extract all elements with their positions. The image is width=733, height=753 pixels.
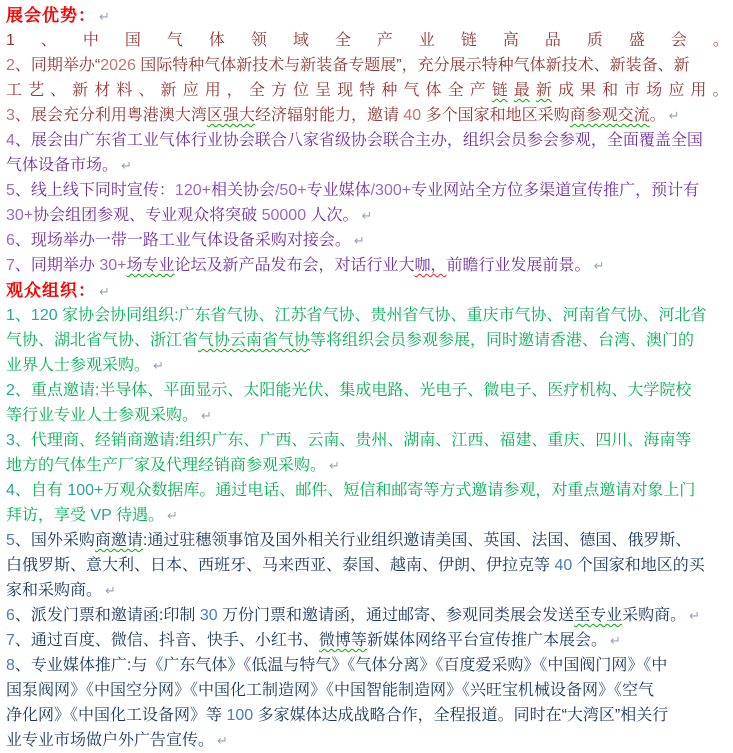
text-segment: 家和采购商。 xyxy=(6,582,103,599)
text-char: 产 xyxy=(376,32,393,49)
text-char: 位 xyxy=(293,82,310,99)
text-line xyxy=(6,603,729,628)
text-segment: 多个国家和地区采购 xyxy=(421,107,570,124)
text-char: 特 xyxy=(359,82,376,99)
latin-number-text: 5 xyxy=(6,532,15,549)
text-line xyxy=(6,378,729,403)
text-line xyxy=(6,303,729,328)
text-line xyxy=(6,28,729,53)
text-segment: 、同期举办 xyxy=(14,257,100,274)
paragraph-mark-icon: ↵ xyxy=(217,733,228,748)
text-segment: 区强大 xyxy=(206,107,255,124)
text-line xyxy=(6,278,729,303)
text-char: 全 xyxy=(334,32,351,49)
text-line xyxy=(6,78,729,103)
latin-number-text: 30+ xyxy=(6,207,34,224)
text-char: 用 xyxy=(690,82,707,99)
latin-number-text: VP xyxy=(90,507,112,524)
text-segment: 、展会由广东省工业气体行业协会联合八家省级协会联合主办，组织会员参会参观，全面覆盖全国 xyxy=(14,132,703,149)
latin-number-text: 120+ xyxy=(174,182,211,199)
text-segment: 、展会充分利用粤港澳大湾 xyxy=(14,107,207,124)
text-line xyxy=(6,353,729,378)
text-line xyxy=(6,628,729,653)
text-segment: 、通过百度、微信、抖音、快手、小红书、 xyxy=(14,632,319,649)
text-line xyxy=(6,578,729,603)
text-char: 体 xyxy=(425,82,442,99)
text-segment: 专业网站全方位多渠道宣传推广，预计有 xyxy=(411,182,700,199)
text-char: 、 xyxy=(40,32,57,49)
text-line xyxy=(6,503,729,528)
paragraph-mark-icon: ↵ xyxy=(201,408,212,423)
paragraph-mark-icon: ↵ xyxy=(361,208,373,223)
text-segment: 、国外采购 xyxy=(14,532,95,549)
text-segment: 相关协会 xyxy=(210,182,275,199)
latin-number-text: 3 xyxy=(6,107,15,124)
text-segment: 家协会协同组织:广东省气协、江苏省气协、贵州省气协、重庆市气协、河南省气协、河北省 xyxy=(57,307,707,324)
text-segment: :通过驻穗领事馆及国外相关行业组织邀请美国、英国、法国、德国、俄罗斯、 xyxy=(142,532,692,549)
text-char: 品 xyxy=(544,32,561,49)
text-char: 场 xyxy=(646,82,663,99)
text-segment: 商邀请 xyxy=(94,532,143,549)
text-char: 、 xyxy=(50,82,67,99)
paragraph-mark-icon: ↵ xyxy=(153,358,164,373)
paragraph-mark-icon: ↵ xyxy=(121,158,132,173)
text-char: 域 xyxy=(292,32,309,49)
text-char: 果 xyxy=(580,82,597,99)
text-line xyxy=(6,153,729,178)
text-segment: 、线上线下同时宣传： xyxy=(14,182,175,199)
text-segment: 、现场举办一带一路工业气体设备采购对接会。 xyxy=(14,232,351,249)
text-line xyxy=(6,3,729,28)
text-line xyxy=(6,478,729,503)
text-char: 会 xyxy=(670,32,687,49)
latin-number-text: 7 xyxy=(6,632,15,649)
text-segment: 采购商。 xyxy=(622,607,687,624)
latin-number-text: 6 xyxy=(6,232,15,249)
text-char: 质 xyxy=(586,32,603,49)
text-char: 高 xyxy=(502,32,519,49)
latin-number-text: 40 xyxy=(403,107,422,124)
latin-number-text: 6 xyxy=(6,607,15,624)
paragraph-mark-icon: ↵ xyxy=(593,258,605,273)
text-line xyxy=(6,428,729,453)
text-segment: 业专业市场做户外广告宣传。 xyxy=(6,732,215,749)
latin-number-text: 2 xyxy=(6,57,15,74)
text-char: 国 xyxy=(124,32,141,49)
text-char: 1 xyxy=(6,32,15,49)
text-segment: 咖， xyxy=(414,257,447,274)
text-char: 方 xyxy=(270,82,287,99)
text-segment: 气协云南省气协 xyxy=(198,332,311,349)
text-segment: 、重点邀请:半导体、平面显示、太阳能光伏、集成电路、光电子、微电子、医疗机构、大学院校 xyxy=(14,382,692,399)
text-line xyxy=(6,528,729,553)
text-segment: 万份门票和邀请函，通过邮寄、参观同类展会发送 xyxy=(217,607,575,624)
text-char: 种 xyxy=(381,82,398,99)
text-char: 材 xyxy=(94,82,111,99)
text-segment: 场专业 xyxy=(126,257,175,274)
text-segment: 观众组织： xyxy=(6,281,96,300)
paragraph-mark-icon: ↵ xyxy=(668,108,680,123)
text-segment: 国泵阀网》《中国空分网》《中国化工制造网》《中国智能制造网》《兴旺宝机械设备网》《空气 xyxy=(6,682,655,699)
text-char: 链 xyxy=(460,32,477,49)
text-char: 艺 xyxy=(28,82,45,99)
latin-number-text: /300+ xyxy=(370,182,412,199)
text-segment: 多家媒体达成战略合作，全程报道。同时在“大湾区”相关行 xyxy=(253,707,669,724)
text-char: 和 xyxy=(602,82,619,99)
text-char: 用 xyxy=(204,82,221,99)
text-segment: 、同期举办“ xyxy=(14,57,101,74)
text-char: 工 xyxy=(6,82,23,99)
latin-number-text: 100+ xyxy=(67,482,104,499)
text-line xyxy=(6,728,729,753)
text-char: 链 xyxy=(491,82,508,99)
text-segment: 人次。 xyxy=(306,207,359,224)
text-segment: 拜访，享受 xyxy=(6,507,91,524)
text-segment: 、代理商、经销商邀请:组织广东、广西、云南、贵州、湖南、江西、福建、重庆、四川、海南等 xyxy=(14,432,692,449)
text-segment: 微博等 xyxy=(318,632,367,649)
text-char: 应 xyxy=(668,82,685,99)
text-line xyxy=(6,453,729,478)
text-line xyxy=(6,678,729,703)
latin-number-text: 4 xyxy=(6,132,15,149)
text-segment: 协会组团参观、专业观众将突破 xyxy=(33,207,262,224)
text-line xyxy=(6,178,729,203)
text-char: 应 xyxy=(182,82,199,99)
text-char: 业 xyxy=(418,32,435,49)
paragraph-mark-icon: ↵ xyxy=(689,608,700,623)
text-segment: 前瞻行业发展前景。 xyxy=(446,257,591,274)
paragraph-mark-icon: ↵ xyxy=(166,508,178,523)
latin-number-text: 2 xyxy=(6,382,15,399)
text-segment: 地方的气体生产厂家及代理经销商参观采购。 xyxy=(6,457,327,474)
latin-number-text: 30 xyxy=(199,607,218,624)
text-segment: 。 xyxy=(649,107,666,124)
text-char: 、 xyxy=(138,82,155,99)
text-segment: 经济辐射能力，邀请 xyxy=(254,107,404,124)
text-segment: 、专业媒体推广:与《广东气体》《低温与特气》《气体分离》《百度爱采购》《中国阀门网》《中 xyxy=(14,657,668,674)
text-line xyxy=(6,553,729,578)
paragraph-mark-icon: ↵ xyxy=(105,583,116,598)
text-line xyxy=(6,128,729,153)
text-segment: 展会优势： xyxy=(6,6,96,25)
text-char: 气 xyxy=(166,32,183,49)
text-char: 最 xyxy=(513,82,530,99)
text-segment: 万观众数据库。通过电话、邮件、短信和邮寄等方式邀请参观，对重点邀请对象上门 xyxy=(103,482,696,499)
text-char: 呈 xyxy=(315,82,332,99)
text-char: 市 xyxy=(624,82,641,99)
paragraph-mark-icon: ↵ xyxy=(329,458,340,473)
text-char: 领 xyxy=(250,32,267,49)
text-segment: 业界人士参观采购。 xyxy=(6,357,151,374)
latin-number-text: 120 xyxy=(30,307,58,324)
latin-number-text: 2026 xyxy=(100,57,136,74)
text-line xyxy=(6,703,729,728)
text-line xyxy=(6,403,729,428)
text-segment: 、 xyxy=(14,307,31,324)
text-char: ， xyxy=(226,82,243,99)
text-segment: 气体设备市场。 xyxy=(6,157,119,174)
paragraph-mark-icon: ↵ xyxy=(353,233,365,248)
paragraph-mark-icon: ↵ xyxy=(99,9,111,24)
paragraph-mark-icon: ↵ xyxy=(609,633,621,648)
text-line xyxy=(6,228,729,253)
text-segment: 白俄罗斯、意大利、日本、西班牙、马来西亚、泰国、越南、伊朗、伊拉克等 xyxy=(6,557,555,574)
latin-number-text: 7 xyxy=(6,257,15,274)
text-char: 新 xyxy=(535,82,552,99)
latin-number-text: 5 xyxy=(6,182,15,199)
text-segment: 专业媒体 xyxy=(306,182,371,199)
text-segment: 等将组织会员参观参展，同时邀请香港、台湾、澳门的 xyxy=(310,332,695,349)
text-line xyxy=(6,203,729,228)
text-char: 体 xyxy=(208,32,225,49)
text-segment: 个国家和地区的买 xyxy=(572,557,705,574)
text-char: 新 xyxy=(72,82,89,99)
text-char: 。 xyxy=(712,82,729,99)
latin-number-text: 1 xyxy=(6,307,15,324)
latin-number-text: 40 xyxy=(554,557,573,574)
text-segment: 商参观交流 xyxy=(569,107,650,124)
latin-number-text: 8 xyxy=(6,657,15,674)
text-char: 新 xyxy=(160,82,177,99)
text-segment: 至专业 xyxy=(574,607,623,624)
text-segment: 国际特种气体新技术与新装备专题展”，充分展示特种气体新技术、新装备、新 xyxy=(135,57,690,74)
text-segment: 净化网》《中国化工设备网》等 xyxy=(6,707,227,724)
text-char: 。 xyxy=(712,32,729,49)
text-char: 气 xyxy=(403,82,420,99)
text-char: 全 xyxy=(447,82,464,99)
text-segment: 论坛及新产品发布会，对话行业大 xyxy=(174,257,415,274)
text-char: 成 xyxy=(557,82,574,99)
latin-number-text: /50+ xyxy=(274,182,307,199)
text-char: 全 xyxy=(248,82,265,99)
text-line xyxy=(6,328,729,353)
text-segment: 待遇。 xyxy=(111,507,164,524)
text-char: 现 xyxy=(337,82,354,99)
latin-number-text: 50000 xyxy=(261,207,307,224)
text-line xyxy=(6,103,729,128)
text-segment: 、派发门票和邀请函:印制 xyxy=(14,607,200,624)
text-line xyxy=(6,253,729,278)
latin-number-text: 3 xyxy=(6,432,15,449)
text-char: 盛 xyxy=(628,32,645,49)
text-line xyxy=(6,653,729,678)
text-segment: 气协、湖北省气协、浙江省 xyxy=(6,332,199,349)
latin-number-text: 4 xyxy=(6,482,15,499)
text-line xyxy=(6,53,729,78)
latin-number-text: 30+ xyxy=(99,257,127,274)
text-segment: 等行业专业人士参观采购。 xyxy=(6,407,199,424)
text-char: 中 xyxy=(82,32,99,49)
text-char: 料 xyxy=(116,82,133,99)
latin-number-text: 100 xyxy=(226,707,254,724)
text-segment: 、自有 xyxy=(14,482,68,499)
paragraph-mark-icon: ↵ xyxy=(99,284,111,299)
text-char: 产 xyxy=(469,82,486,99)
text-segment: 新媒体网络平台宣传推广本展会。 xyxy=(366,632,607,649)
